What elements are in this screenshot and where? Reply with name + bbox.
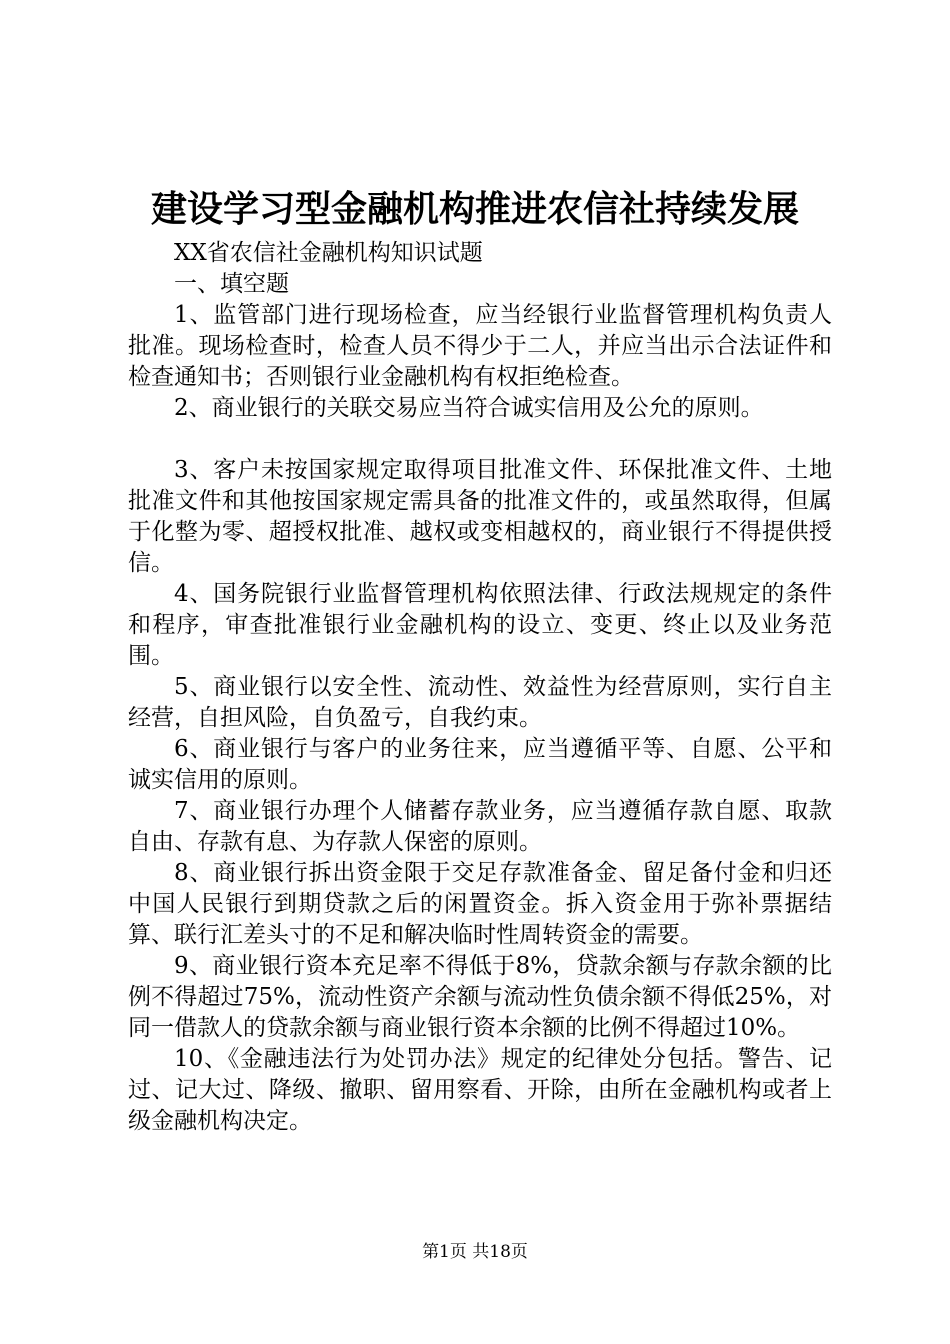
question-9: 9、商业银行资本充足率不得低于8%，贷款余额与存款余额的比例不得超过75%，流动性资产余额与流动性负债余额不得低25%，对同一借款人的贷款余额与商业银行资本余额的比例不得超过10%。 <box>128 953 832 1041</box>
question-6: 6、商业银行与客户的业务往来，应当遵循平等、自愿、公平和诚实信用的原则。 <box>128 736 832 793</box>
question-10: 10、《金融违法行为处罚办法》规定的纪律处分包括。警告、记过、记大过、降级、撤职、留用察看、开除，由所在金融机构或者上级金融机构决定。 <box>128 1046 832 1134</box>
question-8: 8、商业银行拆出资金限于交足存款准备金、留足备付金和归还中国人民银行到期贷款之后的闲置资金。拆入资金用于弥补票据结算、联行汇差头寸的不足和解决临时性周转资金的需要。 <box>128 860 832 948</box>
document-body <box>128 238 832 1137</box>
question-3: 3、客户未按国家规定取得项目批准文件、环保批准文件、土地批准文件和其他按国家规定需具备的批准文件的，或虽然取得，但属于化整为零、超授权批准、越权或变相越权的，商业银行不得提供授信。 <box>128 457 832 576</box>
question-7: 7、商业银行办理个人储蓄存款业务，应当遵循存款自愿、取款自由、存款有息、为存款人保密的原则。 <box>128 798 832 855</box>
question-4: 4、国务院银行业监督管理机构依照法律、行政法规规定的条件和程序，审查批准银行业金融机构的设立、变更、终止以及业务范围。 <box>128 581 832 669</box>
blank-line <box>128 424 832 455</box>
page-footer: 第1页 共18页 <box>422 1242 528 1262</box>
section-heading: 一、填空题 <box>174 271 289 297</box>
question-1: 1、监管部门进行现场检查，应当经银行业监督管理机构负责人批准。现场检查时，检查人员不得少于二人，并应当出示合法证件和检查通知书；否则银行业金融机构有权拒绝检查。 <box>128 302 832 390</box>
question-5: 5、商业银行以安全性、流动性、效益性为经营原则，实行自主经营，自担风险，自负盈亏，自我约束。 <box>128 674 832 731</box>
question-2: 2、商业银行的关联交易应当符合诚实信用及公允的原则。 <box>174 395 764 421</box>
document-subtitle: XX省农信社金融机构知识试题 <box>174 240 483 266</box>
document-title: 建设学习型金融机构推进农信社持续发展 <box>150 188 799 230</box>
